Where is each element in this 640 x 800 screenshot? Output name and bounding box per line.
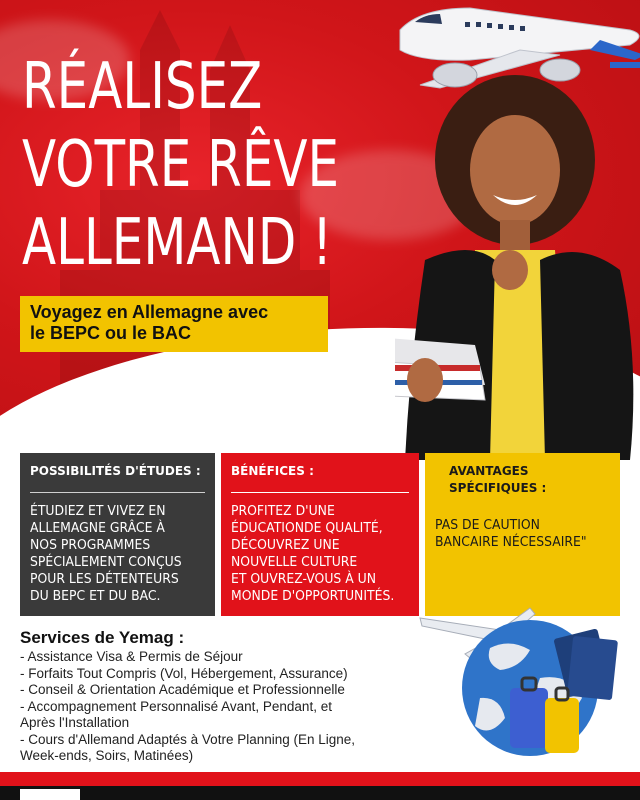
box-line: NOS PROGRAMMES (30, 537, 151, 553)
list-item: Week-ends, Soirs, Matinées) (20, 748, 194, 763)
box-benefices-title: BÉNÉFICES : (231, 464, 314, 478)
box-line: PROFITEZ D'UNE (231, 503, 335, 519)
box-benefices-text (231, 503, 410, 605)
box-line: ET OUVREZ-VOUS À UN (231, 571, 377, 587)
subtitle-box (20, 296, 328, 352)
hero-title-line: RÉALISEZ (22, 50, 263, 124)
list-item: - Accompagnement Personnalisé Avant, Pendant, et (20, 698, 332, 714)
box-title-line: AVANTAGES (449, 464, 529, 478)
list-item: - Assistance Visa & Permis de Séjour (20, 649, 243, 664)
box-line: BANCAIRE NÉCESSAIRE" (435, 534, 587, 550)
box-line: SPÉCIALEMENT CONÇUS (30, 554, 182, 570)
list-item: - Conseil & Orientation Académique et Professionnelle (20, 682, 345, 697)
box-line: PAS DE CAUTION (435, 517, 540, 533)
footer-strip (0, 786, 640, 800)
suitcase-icon (510, 678, 579, 753)
box-title-line: SPÉCIFIQUES : (449, 481, 547, 495)
box-line: DU BEPC ET DU BAC. (30, 588, 161, 604)
globe-icon (410, 578, 640, 768)
box-etudes-title: POSSIBILITÉS D'ÉTUDES : (30, 464, 201, 478)
hero-title-line: ALLEMAND ! (22, 206, 333, 280)
list-item: - Forfaits Tout Compris (Vol, Hébergement, Assurance) (20, 665, 348, 681)
woman-illustration (395, 60, 640, 460)
services-title: Services de Yemag : (20, 628, 185, 647)
services-section (20, 628, 430, 765)
subtitle-line: Voyagez en Allemagne avec (30, 302, 269, 322)
hero-title (22, 48, 350, 282)
list-item: Après l'Installation (20, 715, 130, 730)
box-avantages-title (449, 463, 610, 497)
box-etudes (20, 453, 215, 616)
list-item: - Cours d'Allemand Adaptés à Votre Planning (En Ligne, (20, 731, 356, 747)
subtitle-line: le BEPC ou le BAC (30, 323, 192, 343)
box-line: ALLEMAGNE GRÂCE À (30, 520, 165, 536)
box-line: ÉTUDIEZ ET VIVEZ EN (30, 503, 166, 519)
box-line: POUR LES DÉTENTEURS (30, 571, 179, 587)
box-avantages-text (435, 517, 614, 551)
box-line: MONDE D'OPPORTUNITÉS. (231, 588, 395, 604)
logo (20, 789, 80, 800)
services-list (20, 649, 430, 765)
box-line: DÉCOUVREZ UNE (231, 537, 340, 553)
box-benefices (221, 453, 419, 616)
hero-title-line: VOTRE RÊVE (22, 128, 340, 202)
box-line: ÉDUCATIONDE QUALITÉ, (231, 520, 383, 536)
box-etudes-text (30, 503, 209, 605)
box-line: NOUVELLE CULTURE (231, 554, 358, 570)
